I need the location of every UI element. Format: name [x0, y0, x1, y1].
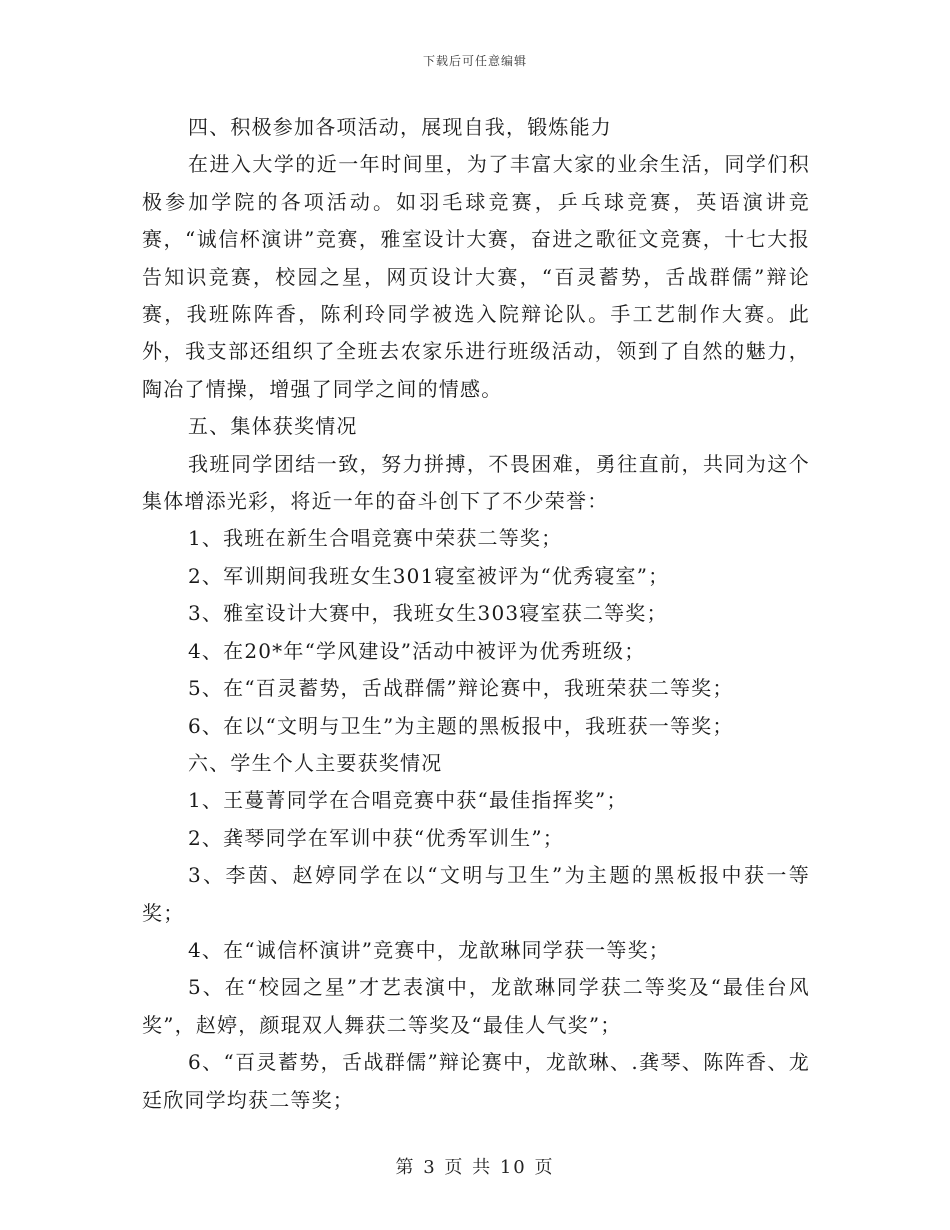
list-item: 3、李茵、赵婷同学在以“文明与卫生”为主题的黑板报中获一等奖；	[142, 863, 810, 925]
list-item: 1、我班在新生合唱竞赛中荣获二等奖；	[188, 526, 563, 551]
list-item: 2、军训期间我班女生301寝室被评为“优秀寝室”；	[188, 563, 670, 588]
section-heading-individual-awards: 六、学生个人主要获奖情况	[188, 750, 443, 775]
list-item: 6、在以“文明与卫生”为主题的黑板报中，我班获一等奖；	[188, 713, 734, 738]
list-item: 4、在“诚信杯演讲”竞赛中，龙歆琳同学获一等奖；	[188, 937, 670, 962]
paragraph-activities: 在进入大学的近一年时间里，为了丰富大家的业余生活，同学们积极参加学院的各项活动。如羽毛球竞赛，乒乓球竞赛，英语演讲竞赛，“诚信杯演讲”竞赛，雅室设计大赛，奋进之歌征文竞赛，十七大报告知识竞赛，校园之星，网页设计大赛，“百灵蓄势，舌战群儒”辩论赛，我班陈阵香，陈利玲同学被选入院辩论队。手工艺制作大赛。此外，我支部还组织了全班去农家乐进行班级活动，领到了自然的魅力，陶冶了情操，增强了同学之间的情感。	[142, 152, 810, 401]
list-item: 5、在“校园之星”才艺表演中，龙歆琳同学获二等奖及“最佳台风奖”，赵婷，颜琨双人舞获二等奖及“最佳人气奖”；	[142, 975, 810, 1037]
section-heading-activities: 四、积极参加各项活动，展现自我，锻炼能力	[188, 115, 612, 139]
list-item: 1、王蔓菁同学在合唱竞赛中获“最佳指挥奖”；	[188, 788, 628, 813]
list-item: 2、龚琴同学在军训中获“优秀军训生”；	[188, 825, 564, 850]
list-item: 5、在“百灵蓄势，舌战群儒”辩论赛中，我班荣获二等奖；	[188, 676, 734, 701]
list-item: 3、雅室设计大赛中，我班女生303寝室获二等奖；	[188, 601, 668, 626]
page-footer: 第 3 页 共 10 页	[395, 1157, 555, 1178]
list-item: 4、在20*年“学风建设”活动中被评为优秀班级；	[188, 638, 646, 663]
list-item: 6、“百灵蓄势，舌战群儒”辩论赛中，龙歆琳、.龚琴、陈阵香、龙廷欣同学均获二等奖；	[142, 1050, 810, 1112]
paragraph-group-awards-intro: 我班同学团结一致，努力拼搏，不畏困难，勇往直前，共同为这个集体增添光彩，将近一年的奋斗创下了不少荣誉：	[142, 451, 810, 514]
section-heading-group-awards: 五、集体获奖情况	[188, 414, 358, 439]
document-body	[142, 109, 810, 1119]
page-header: 下载后可任意编辑	[422, 54, 527, 68]
